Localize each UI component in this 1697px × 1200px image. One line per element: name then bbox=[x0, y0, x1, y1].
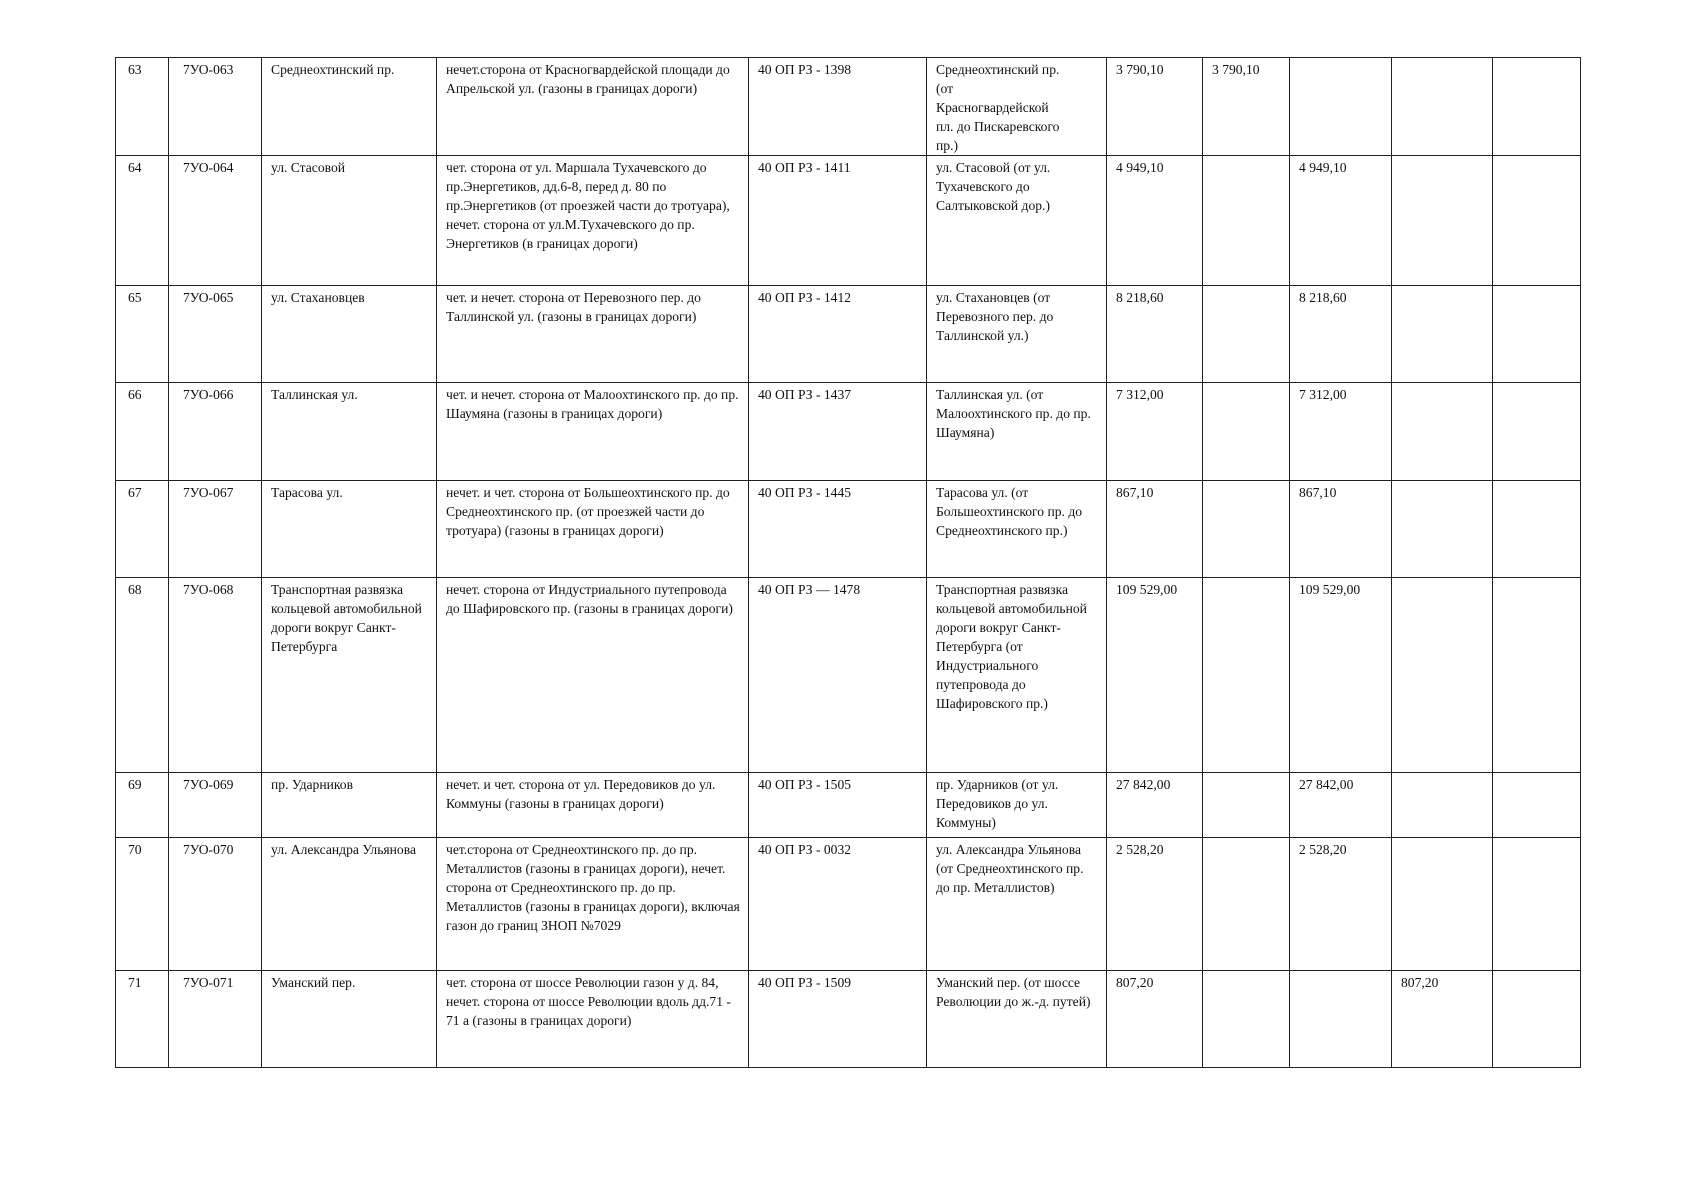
object-name-cell: пр. Ударников bbox=[262, 773, 437, 838]
road-name-cell: Среднеохтинский пр. (от Красногвардейской пл. до Пискаревского пр.) bbox=[927, 58, 1107, 156]
area-column-2-cell bbox=[1203, 971, 1290, 1068]
area-column-3-cell: 7 312,00 bbox=[1290, 383, 1392, 481]
area-column-4-cell bbox=[1392, 838, 1493, 971]
area-column-3-cell bbox=[1290, 971, 1392, 1068]
object-name-cell: Таллинская ул. bbox=[262, 383, 437, 481]
row-number-cell: 65 bbox=[116, 286, 169, 383]
area-total-cell: 8 218,60 bbox=[1107, 286, 1203, 383]
row-number-cell: 68 bbox=[116, 578, 169, 773]
area-column-2-cell bbox=[1203, 156, 1290, 286]
area-column-4-cell bbox=[1392, 773, 1493, 838]
area-column-3-cell: 867,10 bbox=[1290, 481, 1392, 578]
object-description-cell: чет.сторона от Среднеохтинского пр. до пр. Металлистов (газоны в границах дороги), нечет. сторона от Среднеохтинского пр. до пр. Металлистов (газоны в границах дороги), включая газон до границ ЗНОП №7029 bbox=[437, 838, 749, 971]
area-column-5-cell bbox=[1493, 286, 1581, 383]
area-column-5-cell bbox=[1493, 773, 1581, 838]
area-column-3-cell: 4 949,10 bbox=[1290, 156, 1392, 286]
area-column-5-cell bbox=[1493, 383, 1581, 481]
road-identifier-cell: 40 ОП РЗ - 1509 bbox=[749, 971, 927, 1068]
row-number-cell: 70 bbox=[116, 838, 169, 971]
area-total-cell: 27 842,00 bbox=[1107, 773, 1203, 838]
table-row bbox=[116, 383, 1581, 481]
object-code-cell: 7УО-067 bbox=[169, 481, 262, 578]
table-row bbox=[116, 156, 1581, 286]
road-name-cell: Тарасова ул. (от Большеохтинского пр. до Среднеохтинского пр.) bbox=[927, 481, 1107, 578]
area-column-4-cell bbox=[1392, 156, 1493, 286]
area-column-5-cell bbox=[1493, 156, 1581, 286]
area-column-3-cell: 2 528,20 bbox=[1290, 838, 1392, 971]
object-description-cell: чет. и нечет. сторона от Малоохтинского пр. до пр. Шаумяна (газоны в границах дороги) bbox=[437, 383, 749, 481]
table-row bbox=[116, 481, 1581, 578]
row-number-cell: 69 bbox=[116, 773, 169, 838]
area-column-3-cell bbox=[1290, 58, 1392, 156]
object-description-cell: нечет. и чет. сторона от Большеохтинского пр. до Среднеохтинского пр. (от проезжей части до тротуара) (газоны в границах дороги) bbox=[437, 481, 749, 578]
area-column-4-cell: 807,20 bbox=[1392, 971, 1493, 1068]
object-name-cell: ул. Стасовой bbox=[262, 156, 437, 286]
object-description-cell: чет. и нечет. сторона от Перевозного пер. до Таллинской ул. (газоны в границах дороги) bbox=[437, 286, 749, 383]
object-name-cell: Транспортная развязка кольцевой автомобильной дороги вокруг Санкт-Петербурга bbox=[262, 578, 437, 773]
object-name-cell: Уманский пер. bbox=[262, 971, 437, 1068]
area-column-4-cell bbox=[1392, 578, 1493, 773]
object-code-cell: 7УО-071 bbox=[169, 971, 262, 1068]
row-number-cell: 71 bbox=[116, 971, 169, 1068]
table-row bbox=[116, 286, 1581, 383]
object-code-cell: 7УО-069 bbox=[169, 773, 262, 838]
object-code-cell: 7УО-064 bbox=[169, 156, 262, 286]
area-column-4-cell bbox=[1392, 481, 1493, 578]
registry-table bbox=[115, 57, 1581, 1068]
object-name-cell: Среднеохтинский пр. bbox=[262, 58, 437, 156]
road-identifier-cell: 40 ОП РЗ — 1478 bbox=[749, 578, 927, 773]
road-name-cell: пр. Ударников (от ул. Передовиков до ул. Коммуны) bbox=[927, 773, 1107, 838]
road-name-cell: ул. Александра Ульянова (от Среднеохтинского пр. до пр. Металлистов) bbox=[927, 838, 1107, 971]
area-column-2-cell bbox=[1203, 383, 1290, 481]
area-total-cell: 7 312,00 bbox=[1107, 383, 1203, 481]
table-row bbox=[116, 58, 1581, 156]
object-description-cell: нечет. и чет. сторона от ул. Передовиков до ул. Коммуны (газоны в границах дороги) bbox=[437, 773, 749, 838]
area-column-3-cell: 109 529,00 bbox=[1290, 578, 1392, 773]
area-column-2-cell bbox=[1203, 838, 1290, 971]
road-identifier-cell: 40 ОП РЗ - 1412 bbox=[749, 286, 927, 383]
road-name-cell: ул. Стасовой (от ул. Тухачевского до Салтыковской дор.) bbox=[927, 156, 1107, 286]
area-total-cell: 109 529,00 bbox=[1107, 578, 1203, 773]
object-name-cell: ул. Александра Ульянова bbox=[262, 838, 437, 971]
object-name-cell: ул. Стахановцев bbox=[262, 286, 437, 383]
object-description-cell: нечет. сторона от Индустриального путепровода до Шафировского пр. (газоны в границах дороги) bbox=[437, 578, 749, 773]
object-code-cell: 7УО-068 bbox=[169, 578, 262, 773]
road-identifier-cell: 40 ОП РЗ - 1411 bbox=[749, 156, 927, 286]
area-total-cell: 867,10 bbox=[1107, 481, 1203, 578]
area-column-5-cell bbox=[1493, 971, 1581, 1068]
area-total-cell: 807,20 bbox=[1107, 971, 1203, 1068]
area-column-5-cell bbox=[1493, 481, 1581, 578]
area-total-cell: 3 790,10 bbox=[1107, 58, 1203, 156]
area-column-3-cell: 8 218,60 bbox=[1290, 286, 1392, 383]
area-column-2-cell bbox=[1203, 578, 1290, 773]
road-identifier-cell: 40 ОП РЗ - 1505 bbox=[749, 773, 927, 838]
object-description-cell: нечет.сторона от Красногвардейской площади до Апрельской ул. (газоны в границах дороги) bbox=[437, 58, 749, 156]
object-name-cell: Тарасова ул. bbox=[262, 481, 437, 578]
road-identifier-cell: 40 ОП РЗ - 1445 bbox=[749, 481, 927, 578]
area-column-5-cell bbox=[1493, 578, 1581, 773]
road-identifier-cell: 40 ОП РЗ - 1437 bbox=[749, 383, 927, 481]
object-code-cell: 7УО-066 bbox=[169, 383, 262, 481]
area-column-2-cell bbox=[1203, 481, 1290, 578]
area-column-2-cell bbox=[1203, 773, 1290, 838]
table-row bbox=[116, 838, 1581, 971]
area-total-cell: 4 949,10 bbox=[1107, 156, 1203, 286]
object-description-cell: чет. сторона от ул. Маршала Тухачевского до пр.Энергетиков, дд.6-8, перед д. 80 по пр.Энергетиков (от проезжей части до тротуара), нечет. сторона от ул.М.Тухачевского до пр. Энергетиков (в границах дороги) bbox=[437, 156, 749, 286]
row-number-cell: 67 bbox=[116, 481, 169, 578]
area-column-4-cell bbox=[1392, 383, 1493, 481]
object-code-cell: 7УО-065 bbox=[169, 286, 262, 383]
area-column-3-cell: 27 842,00 bbox=[1290, 773, 1392, 838]
area-column-2-cell: 3 790,10 bbox=[1203, 58, 1290, 156]
object-code-cell: 7УО-063 bbox=[169, 58, 262, 156]
area-column-2-cell bbox=[1203, 286, 1290, 383]
object-code-cell: 7УО-070 bbox=[169, 838, 262, 971]
row-number-cell: 64 bbox=[116, 156, 169, 286]
table-row bbox=[116, 578, 1581, 773]
area-column-5-cell bbox=[1493, 58, 1581, 156]
table-row bbox=[116, 971, 1581, 1068]
area-column-4-cell bbox=[1392, 58, 1493, 156]
road-name-cell: ул. Стахановцев (от Перевозного пер. до Таллинской ул.) bbox=[927, 286, 1107, 383]
area-column-4-cell bbox=[1392, 286, 1493, 383]
road-identifier-cell: 40 ОП РЗ - 1398 bbox=[749, 58, 927, 156]
road-identifier-cell: 40 ОП РЗ - 0032 bbox=[749, 838, 927, 971]
row-number-cell: 63 bbox=[116, 58, 169, 156]
area-total-cell: 2 528,20 bbox=[1107, 838, 1203, 971]
table-row bbox=[116, 773, 1581, 838]
road-name-cell: Таллинская ул. (от Малоохтинского пр. до пр. Шаумяна) bbox=[927, 383, 1107, 481]
road-name-cell: Уманский пер. (от шоссе Революции до ж.-д. путей) bbox=[927, 971, 1107, 1068]
road-name-cell: Транспортная развязка кольцевой автомобильной дороги вокруг Санкт-Петербурга (от Индустриального путепровода до Шафировского пр.) bbox=[927, 578, 1107, 773]
object-description-cell: чет. сторона от шоссе Революции газон у д. 84, нечет. сторона от шоссе Революции вдоль дд.71 - 71 а (газоны в границах дороги) bbox=[437, 971, 749, 1068]
area-column-5-cell bbox=[1493, 838, 1581, 971]
row-number-cell: 66 bbox=[116, 383, 169, 481]
table-body bbox=[116, 58, 1581, 1068]
